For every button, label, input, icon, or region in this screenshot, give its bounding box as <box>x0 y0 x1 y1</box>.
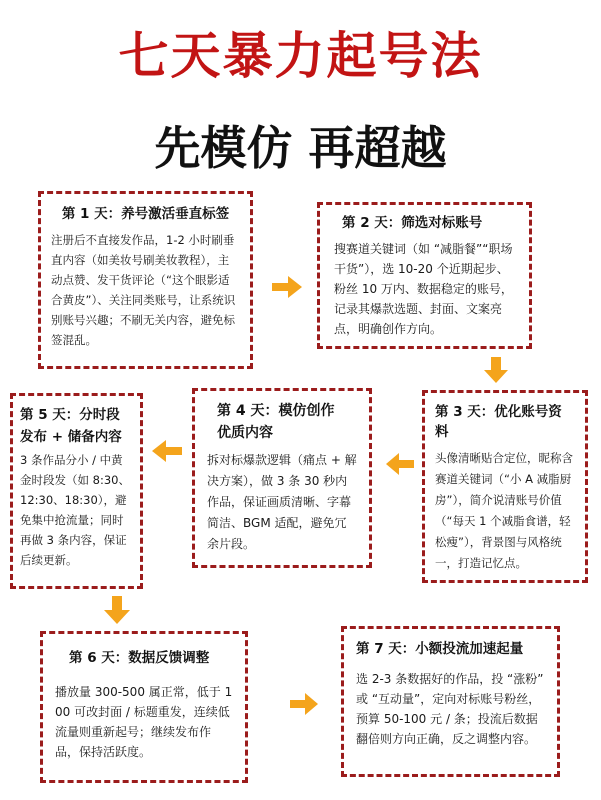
arrow-down-2-to-3 <box>484 357 508 383</box>
step-3-box <box>422 390 588 583</box>
step-3-heading: 第 3 天：优化账号资料 <box>435 404 562 440</box>
main-title: 七天暴力起号法 <box>118 27 483 85</box>
step-4-box <box>192 388 372 568</box>
step-2-heading: 第 2 天：筛选对标账号 <box>342 215 483 231</box>
arrow-left-4-to-5 <box>152 440 182 462</box>
step-1-heading: 第 1 天：养号激活垂直标签 <box>61 206 230 222</box>
step-5-text: 3 条作品分小 / 中黄金时段发（如 8:30、12:30、18:30），避免集中抢流量；同时再做 3 条内容，保证后续更新。 <box>20 453 130 567</box>
step-3-text: 头像清晰贴合定位，昵称含赛道关键词（“小 A 减脂厨房”），简介说清账号价值（“每天 1 个减脂食谱，轻松瘦”），背景图与风格统一，打造记忆点。 <box>435 451 573 570</box>
step-6-heading: 第 6 天：数据反馈调整 <box>69 650 210 666</box>
step-2-box <box>317 202 532 349</box>
arrow-down-5-to-6 <box>104 596 130 624</box>
step-7-text: 选 2-3 条数据好的作品，投 “涨粉” 或 “互动量”，定向对标账号粉丝，预算 50-100 元 / 条；投流后数据翻倍则方向正确，反之调整内容。 <box>356 672 544 746</box>
step-7-heading: 第 7 天：小额投流加速起量 <box>356 641 524 657</box>
step-7-box <box>341 626 560 777</box>
arrow-left-3-to-4 <box>386 453 414 475</box>
arrow-right-1-to-2 <box>272 276 302 298</box>
step-1-text: 注册后不直接发作品，1-2 小时刷垂直内容（如美妆号刷美妆教程），主动点赞、发干货评论（“这个眼影适合黄皮”）、关注同类账号，让系统识别账号兴趣；不刷无关内容，避免标签混乱。 <box>51 233 236 347</box>
arrow-right-6-to-7 <box>290 693 318 715</box>
step-6-box <box>40 631 248 783</box>
step-4-text: 拆对标爆款逻辑（痛点 + 解决方案），做 3 条 30 秒内作品，保证画质清晰、字幕简洁、BGM 适配，避免冗余片段。 <box>207 453 357 551</box>
step-5-heading: 第 5 天：分时段发布 + 储备内容 <box>20 407 122 445</box>
step-2-text: 搜赛道关键词（如 “减脂餐”“职场干货”），选 10-20 个近期起步、粉丝 10 万内、数据稳定的账号，记录其爆款选题、封面、文案亮点，明确创作方向。 <box>334 242 513 336</box>
step-5-box <box>10 393 143 589</box>
step-4-heading: 第 4 天：模仿创作优质内容 <box>217 403 335 441</box>
subtitle: 先模仿 再超越 <box>154 121 447 175</box>
step-6-text: 播放量 300-500 属正常，低于 100 可改封面 / 标题重发，连续低流量则重新起号；继续发布作品，保持活跃度。 <box>55 685 233 759</box>
step-1-box <box>38 191 253 369</box>
